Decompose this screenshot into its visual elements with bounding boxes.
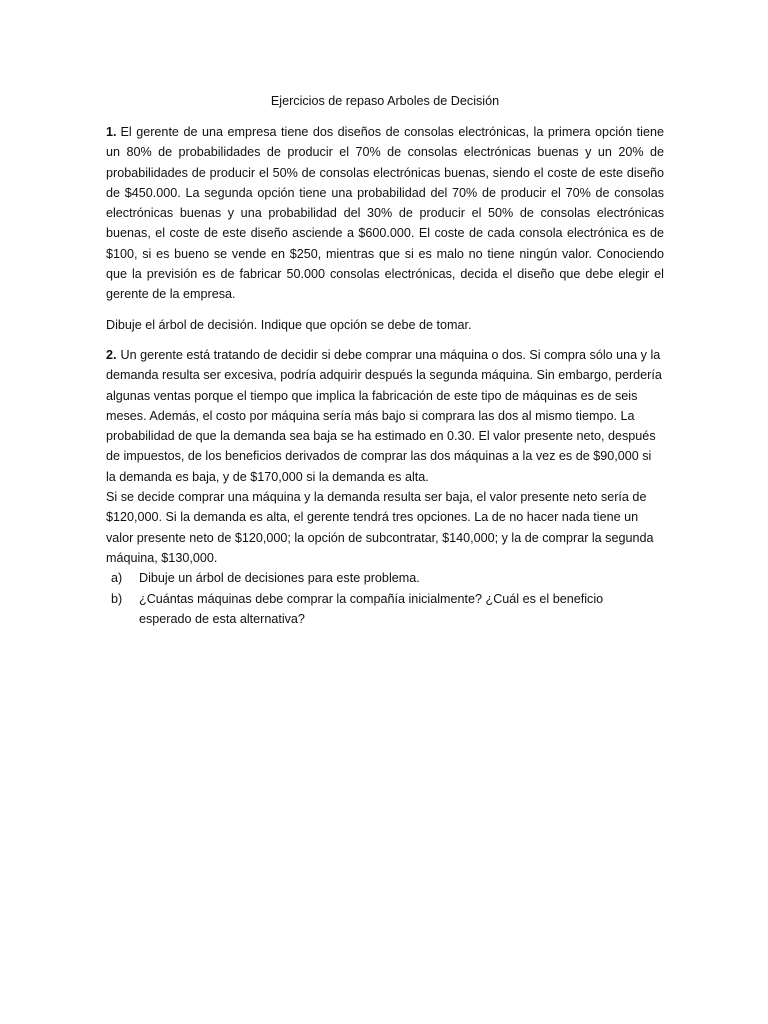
exercise-2-questions bbox=[106, 568, 664, 629]
document-title: Ejercicios de repaso Arboles de Decisión bbox=[270, 94, 500, 108]
list-marker-a: a) bbox=[111, 571, 123, 586]
exercise-2-paragraph bbox=[106, 345, 664, 487]
list-marker-b: b) bbox=[111, 591, 123, 606]
exercise-1-text: El gerente de una empresa tiene dos diseños de consolas electrónicas, la primera opción tiene un 80% de probabilidades de producir el 70% de consolas electrónicas buenas y un 20% de probabilidades de producir el 50% de consolas electrónicas buenas, siendo el coste de este diseño de $450.000. La segunda opción tiene una probabilidad del 70% de producir el 70% de consolas electrónicas buenas y una probabilidad del 30% de producir el 50% de consolas electrónicas buenas, el coste de este diseño asciende a $600.000. El coste de cada consola electrónica es de $100, si es bueno se vende en $250, mientras que si es malo no tiene ningún valor. Conociendo que la previsión es de fabricar 50.000 consolas electrónicas, decida el diseño que debe elegir el gerente de la empresa. bbox=[106, 125, 664, 302]
exercise-1-instruction: Dibuje el árbol de decisión. Indique que opción se debe de tomar. bbox=[106, 317, 472, 332]
exercise-2-paragraph-2: Si se decide comprar una máquina y la demanda resulta ser baja, el valor presente neto sería de $120,000. Si la demanda es alta, el gerente tendrá tres opciones. La de no hacer nada tiene un valor presente neto de $120,000; la opción de subcontratar, $140,000; y la de comprar la segunda máquina, $130,000. bbox=[106, 490, 654, 565]
list-text-a: Dibuje un árbol de decisiones para este problema. bbox=[139, 571, 420, 586]
exercise-1-paragraph bbox=[106, 122, 664, 305]
list-item bbox=[106, 589, 664, 630]
list-item bbox=[106, 568, 664, 588]
exercise-1-number: 1. bbox=[106, 125, 117, 139]
exercise-2-text: Un gerente está tratando de decidir si debe comprar una máquina o dos. Si compra sólo una y la demanda resulta ser excesiva, podría adquirir después la segunda máquina. Sin embargo, perdería algunas ventas porque el tiempo que implica la fabricación de este tipo de máquinas es de seis meses. Además, el costo por máquina sería más bajo si comprara las dos al mismo tiempo. La probabilidad de que la demanda sea baja se ha estimado en 0.30. El valor presente neto, después de impuestos, de los beneficios derivados de comprar las dos máquinas a la vez es de $90,000 si la demanda es baja, y de $170,000 si la demanda es alta. bbox=[106, 347, 662, 484]
exercise-2-number: 2. bbox=[106, 347, 117, 362]
list-text-b: ¿Cuántas máquinas debe comprar la compañía inicialmente? ¿Cuál es el beneficio esperado de esta alternativa? bbox=[139, 591, 604, 626]
